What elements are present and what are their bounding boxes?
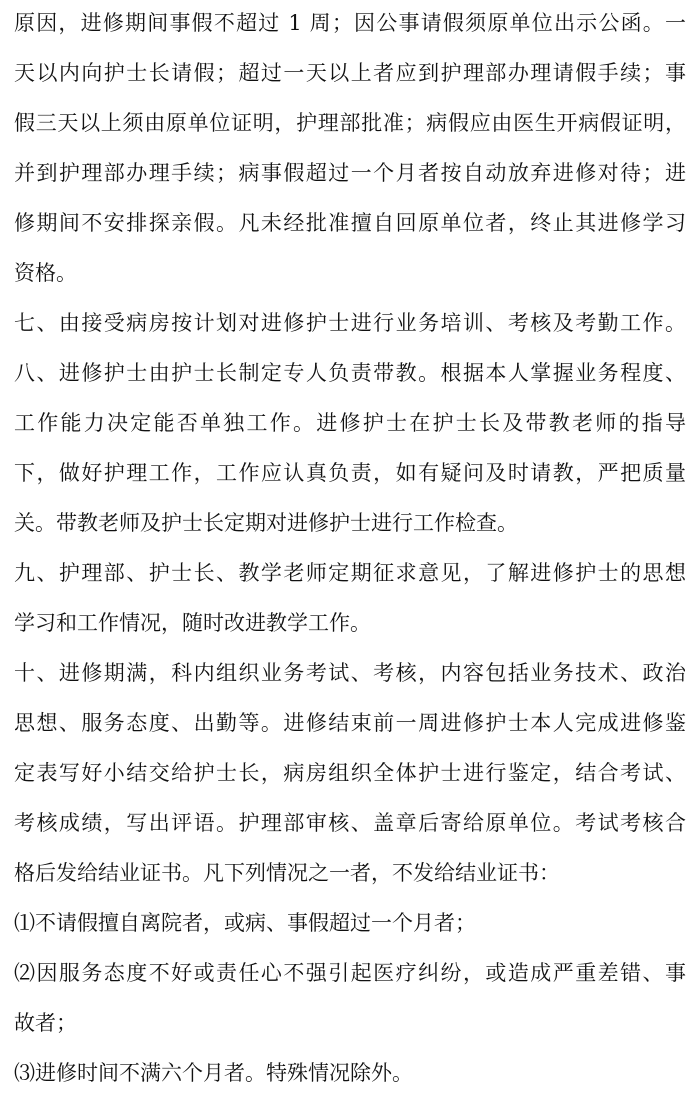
text-line: 格后发给结业证书。凡下列情况之一者，不发给结业证书： xyxy=(14,861,560,885)
text-line: 下，做好护理工作，工作应认真负责，如有疑问及时请教，严把质量 xyxy=(14,461,686,485)
text-line: 故者； xyxy=(14,1011,77,1035)
text-line: 资格。 xyxy=(14,261,77,285)
text-line: 九、护理部、护士长、教学老师定期征求意见，了解进修护士的思想 xyxy=(14,561,686,585)
list-item: ⑵因服务态度不好或责任心不强引起医疗纠纷，或造成严重差错、事 xyxy=(14,961,686,985)
text-line: 七、由接受病房按计划对进修护士进行业务培训、考核及考勤工作。 xyxy=(14,311,686,335)
text-line: 假三天以上须由原单位证明，护理部批准；病假应由医生开病假证明， xyxy=(14,111,686,135)
text-line: 思想、服务态度、出勤等。进修结束前一周进修护士本人完成进修鉴 xyxy=(14,711,686,735)
list-item: ⑶进修时间不满六个月者。特殊情况除外。 xyxy=(14,1061,413,1085)
text-line: 考核成绩，写出评语。护理部审核、盖章后寄给原单位。考试考核合 xyxy=(14,811,686,835)
text-line: 并到护理部办理手续；病事假超过一个月者按自动放弃进修对待；进 xyxy=(14,161,686,185)
text-line: 原因，进修期间事假不超过 1 周；因公事请假须原单位出示公函。一 xyxy=(14,11,686,35)
text-line: 工作能力决定能否单独工作。进修护士在护士长及带教老师的指导 xyxy=(14,411,686,435)
text-line: 修期间不安排探亲假。凡未经批准擅自回原单位者，终止其进修学习 xyxy=(14,211,686,235)
text-line: 天以内向护士长请假；超过一天以上者应到护理部办理请假手续；事 xyxy=(14,61,686,85)
text-line: 十、进修期满，科内组织业务考试、考核，内容包括业务技术、政治 xyxy=(14,661,686,685)
list-item: ⑴不请假擅自离院者，或病、事假超过一个月者； xyxy=(14,911,476,935)
text-line: 学习和工作情况，随时改进教学工作。 xyxy=(14,611,371,635)
text-line: 关。带教老师及护士长定期对进修护士进行工作检查。 xyxy=(14,511,518,535)
text-line: 八、进修护士由护士长制定专人负责带教。根据本人掌握业务程度、 xyxy=(14,361,686,385)
text-line: 定表写好小结交给护士长，病房组织全体护士进行鉴定，结合考试、 xyxy=(14,761,686,785)
